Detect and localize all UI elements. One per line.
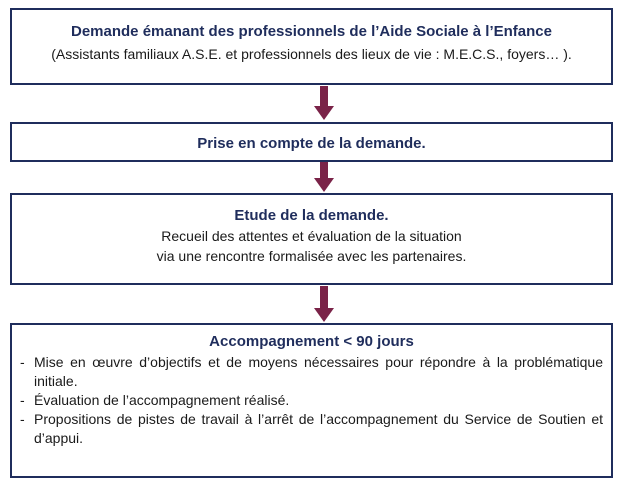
study-line-2: via une rencontre formalisée avec les partenaires. bbox=[156, 248, 467, 264]
intake-box bbox=[10, 122, 613, 162]
support-item: - Propositions de pistes de travail à l’arrêt de l’accompagnement du Service de Soutien et d’appui. bbox=[20, 410, 603, 448]
support-list bbox=[20, 353, 603, 448]
support-item: - Mise en œuvre d’objectifs et de moyens nécessaires pour répondre à la problématique initiale. bbox=[20, 353, 603, 391]
support-item: - Évaluation de l’accompagnement réalisé. bbox=[20, 391, 603, 410]
intake-title: Prise en compte de la demande. bbox=[197, 135, 426, 152]
support-box bbox=[10, 323, 613, 478]
demand-subtitle: (Assistants familiaux A.S.E. et professionnels des lieux de vie : M.E.C.S., foyers… ). bbox=[51, 46, 572, 62]
down-arrow-icon bbox=[312, 162, 336, 194]
down-arrow-icon bbox=[312, 86, 336, 122]
demand-box bbox=[10, 8, 613, 85]
study-box bbox=[10, 193, 613, 285]
demand-title: Demande émanant des professionnels de l’Aide Sociale à l’Enfance bbox=[71, 23, 552, 40]
study-line-1: Recueil des attentes et évaluation de la situation bbox=[161, 228, 462, 244]
study-title: Etude de la demande. bbox=[234, 207, 389, 224]
down-arrow-icon bbox=[312, 286, 336, 324]
support-title: Accompagnement < 90 jours bbox=[209, 333, 414, 350]
